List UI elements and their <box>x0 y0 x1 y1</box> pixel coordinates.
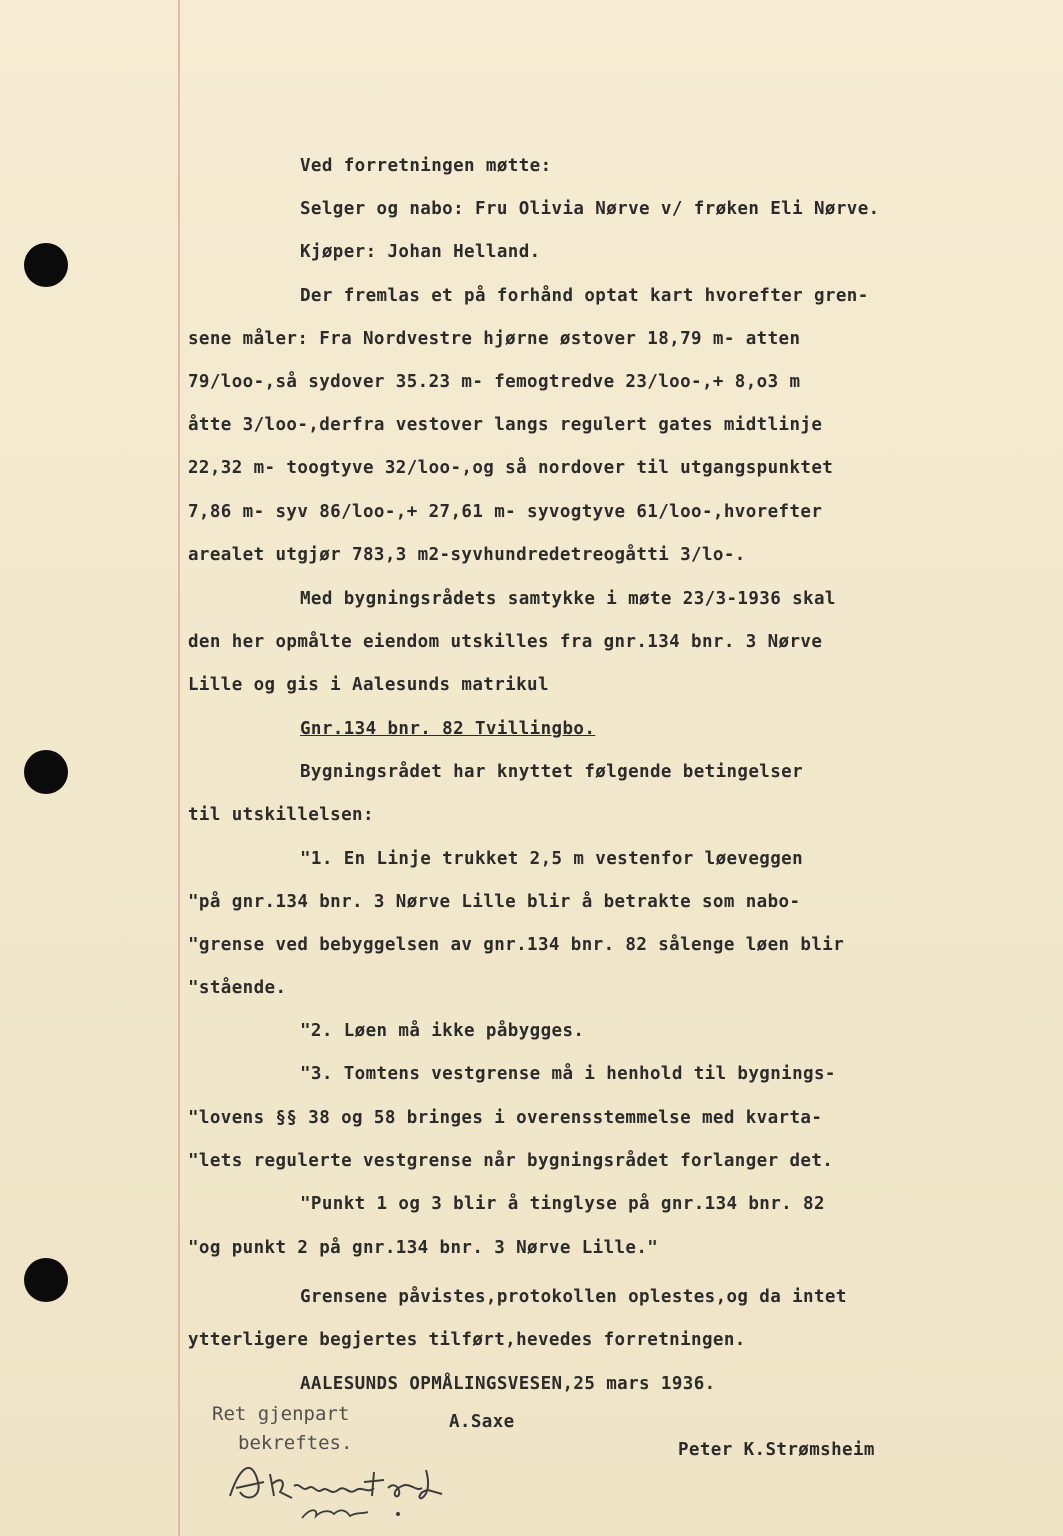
text-line: 79/loo-,så sydover 35.23 m- femogtredve 23/loo-,+ 8,o3 m <box>188 372 801 392</box>
text-line: "3. Tomtens vestgrense må i henhold til bygnings- <box>300 1064 836 1084</box>
text-line: ytterligere begjertes tilført,hevedes forretningen. <box>188 1330 746 1350</box>
text-line: Ved forretningen møtte: <box>300 156 552 176</box>
office-date-line: AALESUNDS OPMÅLINGSVESEN,25 mars 1936. <box>300 1374 716 1394</box>
punch-hole-bottom <box>24 1258 68 1302</box>
text-line: åtte 3/loo-,derfra vestover langs regulert gates midtlinje <box>188 415 823 435</box>
certification-stamp-line: Ret gjenpart <box>212 1403 350 1425</box>
text-line: "lovens §§ 38 og 58 bringes i overensstemmelse med kvarta- <box>188 1108 823 1128</box>
handwritten-signature <box>222 1452 472 1522</box>
punch-hole-top <box>24 243 68 287</box>
text-line: Grensene påvistes,protokollen oplestes,og da intet <box>300 1287 847 1307</box>
text-line: til utskillelsen: <box>188 805 374 825</box>
text-line: Med bygningsrådets samtykke i møte 23/3-1936 skal <box>300 589 836 609</box>
text-line: den her opmålte eiendom utskilles fra gnr.134 bnr. 3 Nørve <box>188 632 823 652</box>
text-line: "og punkt 2 på gnr.134 bnr. 3 Nørve Lille." <box>188 1238 659 1258</box>
text-line: "på gnr.134 bnr. 3 Nørve Lille blir å betrakte som nabo- <box>188 892 801 912</box>
margin-line <box>178 0 180 1536</box>
text-line: Lille og gis i Aalesunds matrikul <box>188 675 549 695</box>
text-line: "2. Løen må ikke påbygges. <box>300 1021 585 1041</box>
text-line: "grense ved bebyggelsen av gnr.134 bnr. 82 sålenge løen blir <box>188 935 845 955</box>
text-line: 22,32 m- toogtyve 32/loo-,og så nordover til utgangspunktet <box>188 458 834 478</box>
signatory-name: Peter K.Strømsheim <box>678 1440 875 1460</box>
text-line: "lets regulerte vestgrense når bygningsrådet forlanger det. <box>188 1151 834 1171</box>
text-line: Der fremlas et på forhånd optat kart hvorefter gren- <box>300 286 869 306</box>
text-line: arealet utgjør 783,3 m2-syvhundredetreogåtti 3/lo-. <box>188 545 746 565</box>
parcel-heading: Gnr.134 bnr. 82 Tvillingbo. <box>300 719 596 739</box>
signatory-name: A.Saxe <box>449 1412 515 1432</box>
text-line: Bygningsrådet har knyttet følgende betingelser <box>300 762 804 782</box>
text-line: "Punkt 1 og 3 blir å tinglyse på gnr.134 bnr. 82 <box>300 1194 825 1214</box>
certification-stamp-line: bekreftes. <box>238 1432 353 1454</box>
text-line: sene måler: Fra Nordvestre hjørne østover 18,79 m- atten <box>188 329 801 349</box>
text-line: Kjøper: Johan Helland. <box>300 242 541 262</box>
punch-hole-middle <box>24 750 68 794</box>
text-line: "1. En Linje trukket 2,5 m vestenfor løeveggen <box>300 849 804 869</box>
text-line: Selger og nabo: Fru Olivia Nørve v/ frøken Eli Nørve. <box>300 199 880 219</box>
text-line: 7,86 m- syv 86/loo-,+ 27,61 m- syvogtyve 61/loo-,hvorefter <box>188 502 823 522</box>
text-line: "stående. <box>188 978 287 998</box>
